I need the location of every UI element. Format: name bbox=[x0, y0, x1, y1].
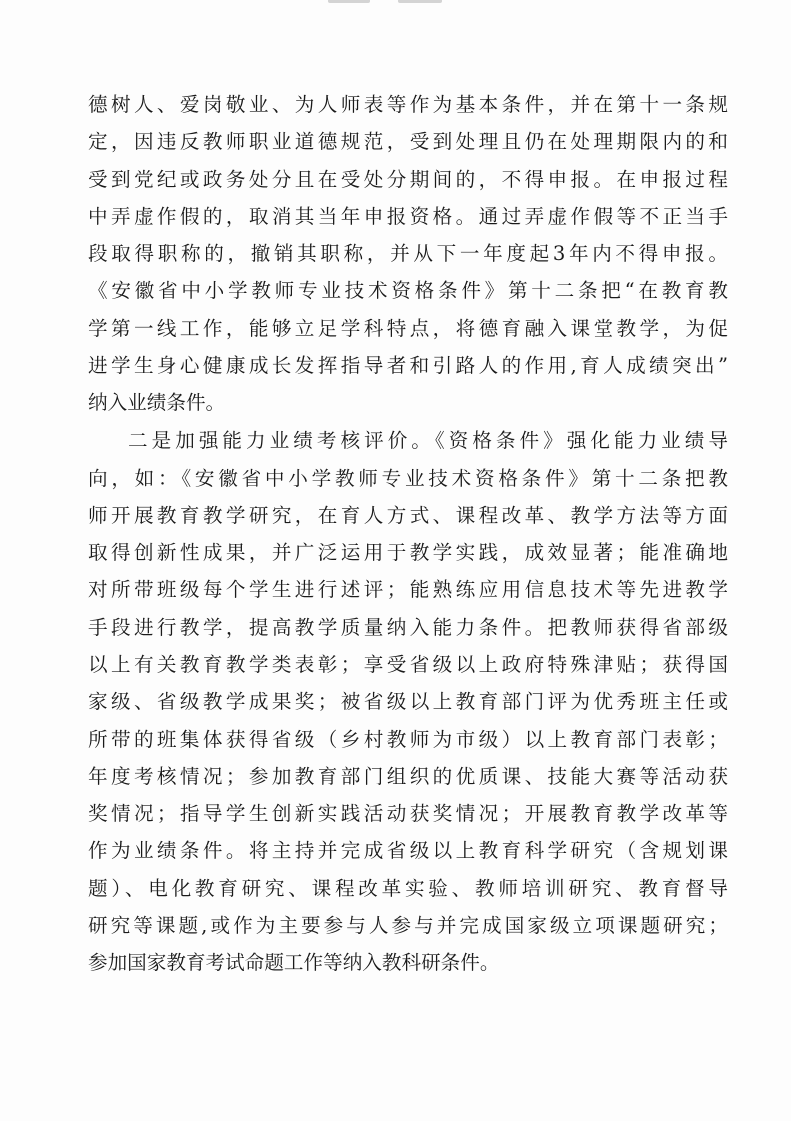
text-line: 学第一线工作，能够立足学科特点，将德育融入课堂教学，为促 bbox=[88, 316, 728, 340]
body-text bbox=[88, 86, 728, 981]
text-line: 参加国家教育考试命题工作等纳入教科研条件。 bbox=[88, 951, 500, 975]
text-line: 定，因违反教师职业道德规范，受到处理且仍在处理期限内的和 bbox=[88, 130, 728, 154]
text-line: 段取得职称的，撤销其职称，并从下一年度起3年内不得申报。 bbox=[88, 242, 728, 266]
page-top-edge-marks bbox=[0, 0, 791, 12]
text-line: 向，如：《安徽省中小学教师专业技术资格条件》第十二条把教 bbox=[88, 466, 728, 490]
text-line: 纳入业绩条件。 bbox=[88, 391, 226, 415]
text-line: 年度考核情况；参加教育部门组织的优质课、技能大赛等活动获 bbox=[88, 764, 728, 788]
text-line: 题）、电化教育研究、课程改革实验、教师培训研究、教育督导 bbox=[88, 876, 728, 900]
text-line: 受到党纪或政务处分且在受处分期间的，不得申报。在申报过程 bbox=[88, 167, 728, 191]
top-edge-mark-1 bbox=[328, 0, 370, 3]
text-line: 进学生身心健康成长发挥指导者和引路人的作用,育人成绩突出” bbox=[88, 353, 728, 377]
text-line: 对所带班级每个学生进行述评；能熟练应用信息技术等先进教学 bbox=[88, 578, 728, 602]
text-line: 家级、省级教学成果奖；被省级以上教育部门评为优秀班主任或 bbox=[88, 690, 728, 714]
text-line: 德树人、爱岗敬业、为人师表等作为基本条件，并在第十一条规 bbox=[88, 93, 728, 116]
text-line: 取得创新性成果，并广泛运用于教学实践，成效显著；能准确地 bbox=[88, 541, 728, 565]
text-line: 奖情况；指导学生创新实践活动获奖情况；开展教育教学改革等 bbox=[88, 802, 728, 826]
paragraph-first-line: 二是加强能力业绩考核评价。《资格条件》强化能力业绩导 bbox=[128, 429, 728, 453]
text-line: 《安徽省中小学教师专业技术资格条件》第十二条把“在教育教 bbox=[88, 279, 728, 303]
text-line: 以上有关教育教学类表彰；享受省级以上政府特殊津贴；获得国 bbox=[88, 652, 728, 676]
text-line: 研究等课题,或作为主要参与人参与并完成国家级立项课题研究； bbox=[88, 913, 728, 937]
text-line: 师开展教育教学研究，在育人方式、课程改革、教学方法等方面 bbox=[88, 503, 728, 527]
text-line: 作为业绩条件。将主持并完成省级以上教育科学研究（含规划课 bbox=[88, 839, 728, 863]
text-line: 中弄虚作假的，取消其当年申报资格。通过弄虚作假等不正当手 bbox=[88, 204, 728, 228]
text-line: 手段进行教学，提高教学质量纳入能力条件。把教师获得省部级 bbox=[88, 615, 728, 639]
top-edge-mark-2 bbox=[398, 0, 442, 3]
text-line: 所带的班集体获得省级（乡村教师为市级）以上教育部门表彰； bbox=[88, 727, 728, 751]
